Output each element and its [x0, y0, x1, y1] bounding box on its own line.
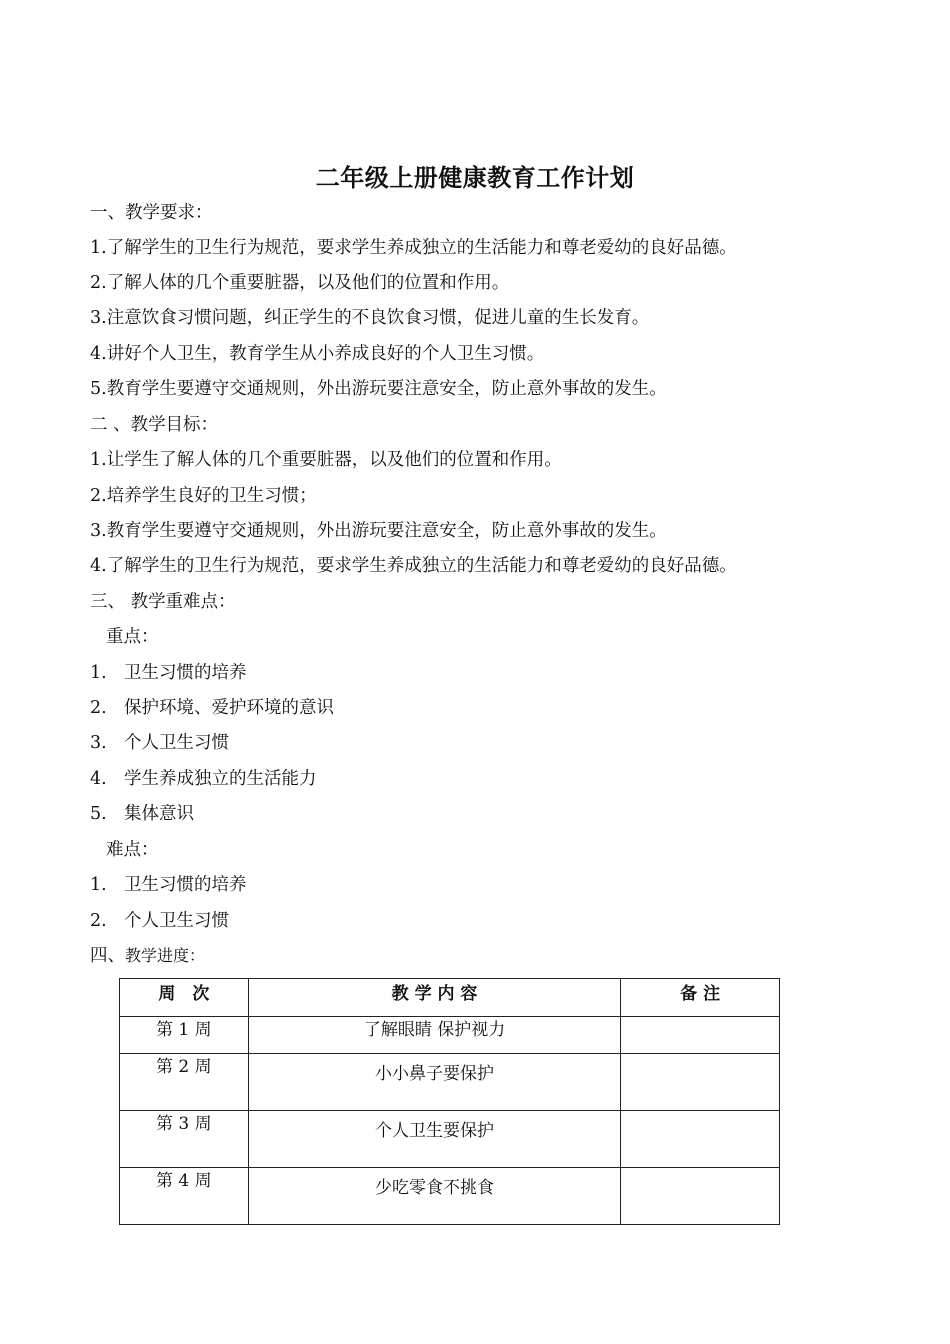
list-text: 个人卫生习惯	[124, 911, 229, 931]
list-number: 3.	[90, 733, 107, 753]
list-item: 3.教育学生要遵守交通规则，外出游玩要注意安全，防止意外事故的发生。	[90, 521, 667, 541]
list-number: 2.	[90, 911, 107, 931]
section-heading-requirements: 一、教学要求：	[90, 203, 213, 223]
list-item: 1.了解学生的卫生行为规范，要求学生养成独立的生活能力和尊老爱幼的良好品德。	[90, 238, 737, 258]
week-cell: 第 1 周	[120, 1017, 249, 1054]
list-item	[90, 731, 229, 755]
header-content: 教 学 内 容	[248, 979, 620, 1017]
notes-cell	[621, 1111, 780, 1168]
list-item: 3.注意饮食习惯问题，纠正学生的不良饮食习惯，促进儿童的生长发育。	[90, 308, 650, 328]
list-item	[90, 909, 229, 933]
table-header-row	[120, 979, 780, 1017]
list-number: 1.	[90, 663, 107, 683]
table-row	[120, 1168, 780, 1225]
list-item: 1.让学生了解人体的几个重要脏器，以及他们的位置和作用。	[90, 450, 562, 470]
notes-cell	[621, 1017, 780, 1054]
list-item	[90, 696, 334, 720]
section-heading-key-points: 三、 教学重难点：	[90, 592, 236, 612]
content-cell: 个人卫生要保护	[248, 1111, 620, 1168]
key-points-label: 重点：	[106, 627, 159, 647]
table-row	[120, 1111, 780, 1168]
list-item: 2.了解人体的几个重要脏器，以及他们的位置和作用。	[90, 273, 510, 293]
list-item: 4.讲好个人卫生，教育学生从小养成良好的个人卫生习惯。	[90, 344, 545, 364]
list-item	[90, 661, 247, 685]
list-item	[90, 767, 317, 791]
header-week: 周 次	[120, 979, 249, 1017]
list-item: 5.教育学生要遵守交通规则，外出游玩要注意安全，防止意外事故的发生。	[90, 379, 667, 399]
list-text: 学生养成独立的生活能力	[124, 769, 317, 789]
week-cell: 第 4 周	[120, 1168, 249, 1225]
week-cell: 第 3 周	[120, 1111, 249, 1168]
notes-cell	[621, 1054, 780, 1111]
list-number: 5.	[90, 804, 107, 824]
list-number: 1.	[90, 875, 107, 895]
notes-cell	[621, 1168, 780, 1225]
table-row	[120, 1017, 780, 1054]
content-cell: 少吃零食不挑食	[248, 1168, 620, 1225]
list-text: 卫生习惯的培养	[124, 875, 247, 895]
list-number: 4.	[90, 769, 107, 789]
list-item	[90, 802, 194, 826]
section-number: 四、	[90, 946, 125, 966]
list-text: 集体意识	[124, 804, 194, 824]
header-notes: 备 注	[621, 979, 780, 1017]
list-item: 2.培养学生良好的卫生习惯；	[90, 486, 317, 506]
table-row	[120, 1054, 780, 1111]
content-cell: 了解眼睛 保护视力	[248, 1017, 620, 1054]
list-text: 保护环境、爱护环境的意识	[124, 698, 334, 718]
list-number: 2.	[90, 698, 107, 718]
list-text: 个人卫生习惯	[124, 733, 229, 753]
page-title: 二年级上册健康教育工作计划	[315, 163, 635, 192]
list-item: 4.了解学生的卫生行为规范，要求学生养成独立的生活能力和尊老爱幼的良好品德。	[90, 556, 737, 576]
list-text: 卫生习惯的培养	[124, 663, 247, 683]
section-heading-goals: 二 、教学目标：	[90, 415, 219, 435]
list-item	[90, 873, 247, 897]
section-heading-schedule	[90, 944, 205, 968]
difficult-points-label: 难点：	[106, 840, 159, 860]
schedule-table	[119, 978, 780, 1225]
content-cell: 小小鼻子要保护	[248, 1054, 620, 1111]
section-heading-text: 教学进度：	[125, 946, 206, 965]
week-cell: 第 2 周	[120, 1054, 249, 1111]
